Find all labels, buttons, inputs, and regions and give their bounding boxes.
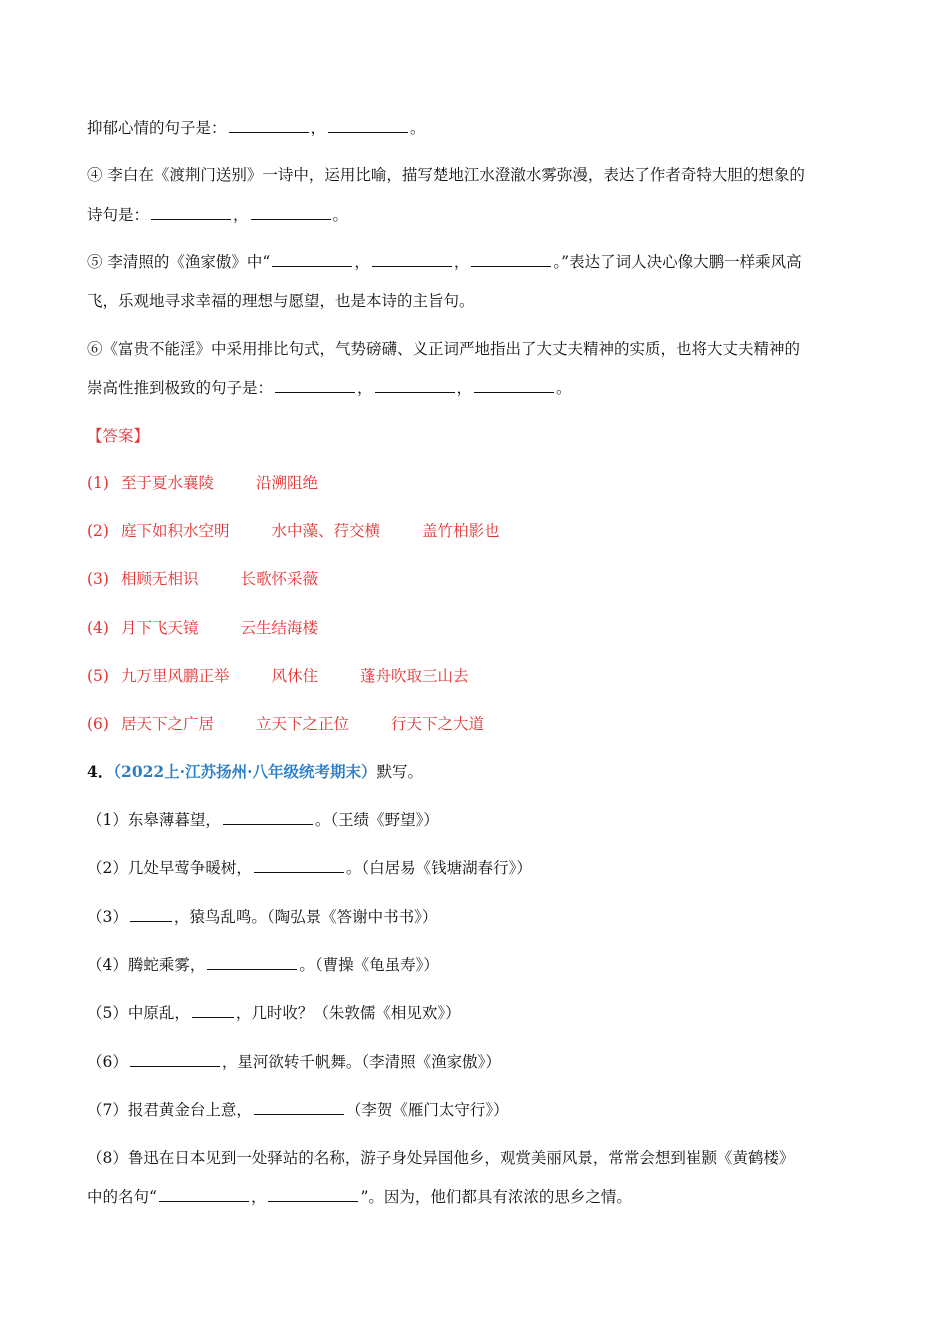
answer-blank[interactable] <box>130 906 172 922</box>
answer-blank[interactable] <box>207 954 297 970</box>
answer-row: (4) 月下飞天镜 云生结海楼 <box>87 619 319 637</box>
q4-item: （7）报君黄金台上意， （李贺《雁门太守行》） <box>87 1101 509 1119</box>
text: 抑郁心情的句子是： <box>87 119 227 137</box>
answer-blank[interactable] <box>229 117 309 133</box>
q4-item: （4）腾蛇乘雾， 。（曹操《龟虽寿》） <box>87 956 439 974</box>
answer-blank[interactable] <box>474 377 554 393</box>
answer-blank[interactable] <box>192 1002 234 1018</box>
answer-blank[interactable] <box>130 1051 220 1067</box>
q3-item4-line1: ④ 李白在《渡荆门送别》一诗中，运用比喻，描写楚地江水澄澈水雾弥漫，表达了作者奇特大胆的想象的 <box>87 166 805 184</box>
answer-blank[interactable] <box>223 809 313 825</box>
q4-item: 中的名句“ ， ”。因为，他们都具有浓浓的思乡之情。 <box>87 1188 632 1206</box>
answer-blank[interactable] <box>151 204 231 220</box>
q3-item6-line1: ⑥《富贵不能淫》中采用排比句式，气势磅礴、义正词严地指出了大丈夫精神的实质，也将大丈夫精神的 <box>87 340 801 358</box>
answer-blank[interactable] <box>272 251 352 267</box>
answer-blank[interactable] <box>251 204 331 220</box>
answer-label: 【答案】 <box>87 427 150 445</box>
q3-item4-line2: 诗句是： ， 。 <box>87 206 349 224</box>
answer-row: (5) 九万里风鹏正举 风休住 蓬舟吹取三山去 <box>87 667 469 685</box>
answer-row: (3) 相顾无相识 长歌怀采薇 <box>87 570 319 588</box>
question-source: （2022上·江苏扬州·八年级统考期末） <box>113 762 377 781</box>
q3-item3-tail: 抑郁心情的句子是： ， 。 <box>87 119 426 137</box>
q3-item5-line1: ⑤ 李清照的《渔家傲》中“ ， ， 。”表达了词人决心像大鹏一样乘风高 <box>87 253 802 271</box>
answer-blank[interactable] <box>372 251 452 267</box>
q4-item: （8）鲁迅在日本见到一处驿站的名称，游子身处异国他乡，观赏美丽风景，常常会想到崔颢《黄鹤楼》 <box>87 1149 795 1167</box>
answer-row: (2) 庭下如积水空明 水中藻、荇交横 盖竹柏影也 <box>87 522 500 540</box>
answer-blank[interactable] <box>268 1186 358 1202</box>
q4-item: （6） ，星河欲转千帆舞。（李清照《渔家傲》） <box>87 1053 501 1071</box>
q4-item: （3） ，猿鸟乱鸣。（陶弘景《答谢中书书》） <box>87 908 438 926</box>
answer-blank[interactable] <box>275 377 355 393</box>
q3-item6-line2: 崇高性推到极致的句子是： ， ， 。 <box>87 379 572 397</box>
answer-blank[interactable] <box>328 117 408 133</box>
q4-item: （5）中原乱， ，几时收？（朱敦儒《相见欢》） <box>87 1004 461 1022</box>
answer-blank[interactable] <box>159 1186 249 1202</box>
q4-item: （2）几处早莺争暖树， 。（白居易《钱塘湖春行》） <box>87 859 532 877</box>
answer-row: (1) 至于夏水襄陵 沿溯阻绝 <box>87 474 319 492</box>
answer-blank[interactable] <box>254 857 344 873</box>
answer-blank[interactable] <box>375 377 455 393</box>
q4-item: （1）东皋薄暮望， 。（王绩《野望》） <box>87 811 439 829</box>
q3-item5-line2: 飞，乐观地寻求幸福的理想与愿望，也是本诗的主旨句。 <box>87 292 475 310</box>
answer-blank[interactable] <box>254 1099 344 1115</box>
answer-row: (6) 居天下之广居 立天下之正位 行天下之大道 <box>87 715 485 733</box>
question-4-header: 4．（2022上·江苏扬州·八年级统考期末）默写。 <box>87 762 423 781</box>
answer-blank[interactable] <box>471 251 551 267</box>
